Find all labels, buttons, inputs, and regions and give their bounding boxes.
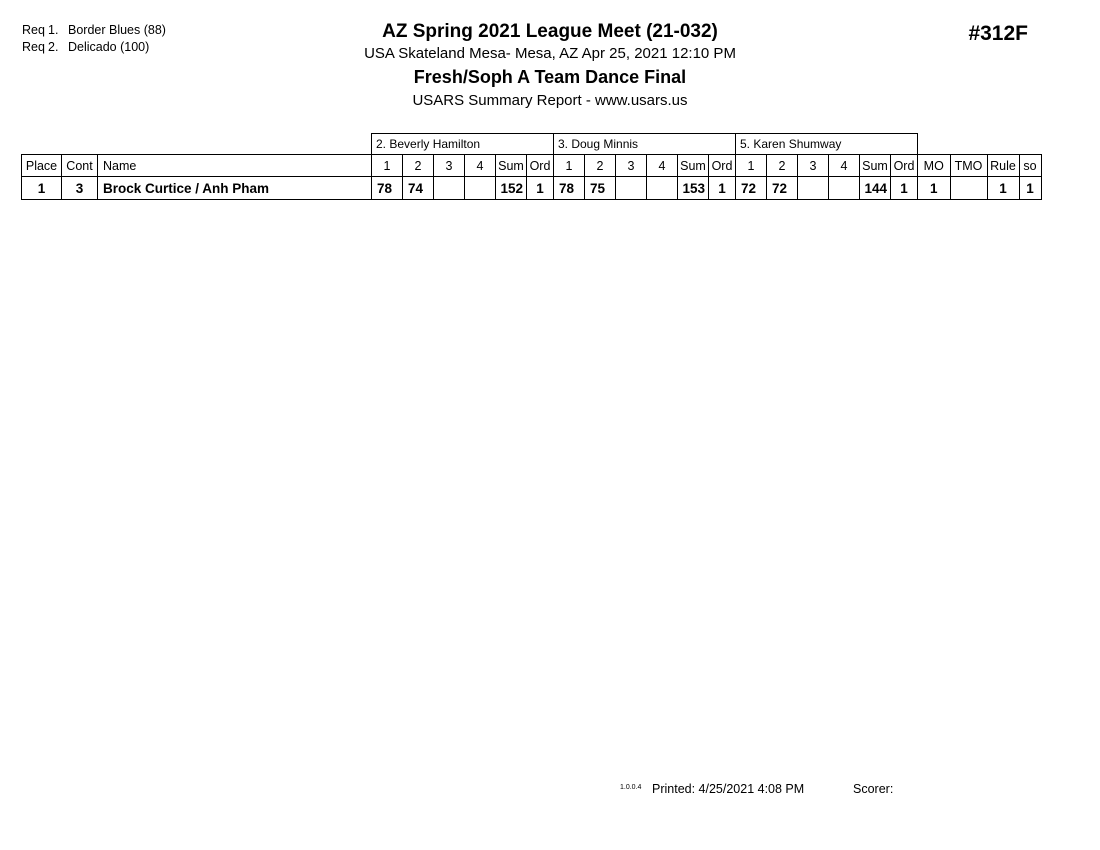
cell-j2-s3 bbox=[616, 177, 647, 200]
column-header-place: Place bbox=[22, 155, 62, 177]
judge-1-name: 2. Beverly Hamilton bbox=[372, 134, 554, 155]
table-row bbox=[22, 177, 1042, 200]
cell-so: 1 bbox=[1019, 177, 1041, 200]
column-header-j2-s3: 3 bbox=[616, 155, 647, 177]
cell-j3-s1: 72 bbox=[736, 177, 767, 200]
column-header-j2-s4: 4 bbox=[647, 155, 678, 177]
requirement-name: Border Blues (88) bbox=[68, 23, 166, 37]
column-header-j3-s1: 1 bbox=[736, 155, 767, 177]
judge-row-spacer-place bbox=[22, 134, 62, 155]
column-header-j3-sum: Sum bbox=[860, 155, 891, 177]
column-header-j2-sum: Sum bbox=[678, 155, 709, 177]
judge-row-spacer-cont bbox=[62, 134, 98, 155]
judge-row-spacer-so bbox=[1019, 134, 1041, 155]
cell-mo: 1 bbox=[918, 177, 951, 200]
requirement-number: 2. bbox=[48, 40, 59, 54]
software-version: 1.0.0.4 bbox=[620, 784, 642, 791]
requirement-name: Delicado (100) bbox=[68, 40, 150, 54]
judge-3-name: 5. Karen Shumway bbox=[736, 134, 918, 155]
meet-title: AZ Spring 2021 League Meet (21-032) bbox=[382, 21, 718, 42]
event-code: #312F bbox=[968, 22, 1028, 45]
report-source-line: USARS Summary Report - www.usars.us bbox=[412, 92, 688, 109]
column-header-mo: MO bbox=[918, 155, 951, 177]
event-title: Fresh/Soph A Team Dance Final bbox=[413, 67, 687, 87]
cell-tmo bbox=[950, 177, 987, 200]
cell-cont: 3 bbox=[62, 177, 98, 200]
cell-j1-s4 bbox=[465, 177, 496, 200]
cell-j3-s4 bbox=[829, 177, 860, 200]
column-header-j3-s3: 3 bbox=[798, 155, 829, 177]
requirement-number: 1. bbox=[48, 23, 59, 37]
column-header-rule: Rule bbox=[987, 155, 1019, 177]
cell-j2-s4 bbox=[647, 177, 678, 200]
column-header-j3-ord: Ord bbox=[891, 155, 918, 177]
cell-j1-s2: 74 bbox=[403, 177, 434, 200]
judge-row-spacer-tmo bbox=[950, 134, 987, 155]
printed-timestamp: Printed: 4/25/2021 4:08 PM bbox=[652, 782, 805, 796]
column-header-j1-s1: 1 bbox=[372, 155, 403, 177]
cell-j1-s3 bbox=[434, 177, 465, 200]
cell-j1-sum: 152 bbox=[496, 177, 527, 200]
column-header-j1-sum: Sum bbox=[496, 155, 527, 177]
meet-venue-datetime: USA Skateland Mesa- Mesa, AZ Apr 25, 2021 12:10 PM bbox=[364, 45, 736, 62]
cell-j2-s2: 75 bbox=[585, 177, 616, 200]
cell-j3-ord: 1 bbox=[891, 177, 918, 200]
requirement-label: Req bbox=[22, 23, 45, 37]
cell-rule: 1 bbox=[987, 177, 1019, 200]
cell-j2-sum: 153 bbox=[678, 177, 709, 200]
column-header-tmo: TMO bbox=[950, 155, 987, 177]
cell-place: 1 bbox=[22, 177, 62, 200]
column-header-j3-s4: 4 bbox=[829, 155, 860, 177]
results-table bbox=[21, 133, 1042, 200]
cell-j1-ord: 1 bbox=[527, 177, 554, 200]
judge-row-spacer-mo bbox=[918, 134, 951, 155]
column-header-name: Name bbox=[98, 155, 372, 177]
report-header bbox=[0, 20, 1100, 112]
column-header-j2-s1: 1 bbox=[554, 155, 585, 177]
column-header-j2-ord: Ord bbox=[709, 155, 736, 177]
cell-j2-s1: 78 bbox=[554, 177, 585, 200]
judge-header-row bbox=[22, 134, 1042, 155]
column-header-cont: Cont bbox=[62, 155, 98, 177]
scorer-label: Scorer: bbox=[853, 782, 894, 796]
cell-j3-sum: 144 bbox=[860, 177, 891, 200]
column-header-j1-ord: Ord bbox=[527, 155, 554, 177]
cell-j3-s2: 72 bbox=[767, 177, 798, 200]
column-header-j3-s2: 2 bbox=[767, 155, 798, 177]
cell-j1-s1: 78 bbox=[372, 177, 403, 200]
judge-row-spacer-name bbox=[98, 134, 372, 155]
column-header-j1-s3: 3 bbox=[434, 155, 465, 177]
cell-j3-s3 bbox=[798, 177, 829, 200]
column-header-j1-s4: 4 bbox=[465, 155, 496, 177]
column-header-so: so bbox=[1019, 155, 1041, 177]
cell-name: Brock Curtice / Anh Pham bbox=[98, 177, 372, 200]
column-header-j2-s2: 2 bbox=[585, 155, 616, 177]
judge-row-spacer-rule bbox=[987, 134, 1019, 155]
cell-j2-ord: 1 bbox=[709, 177, 736, 200]
judge-2-name: 3. Doug Minnis bbox=[554, 134, 736, 155]
requirement-label: Req bbox=[22, 40, 45, 54]
column-header-j1-s2: 2 bbox=[403, 155, 434, 177]
column-header-row bbox=[22, 155, 1042, 177]
